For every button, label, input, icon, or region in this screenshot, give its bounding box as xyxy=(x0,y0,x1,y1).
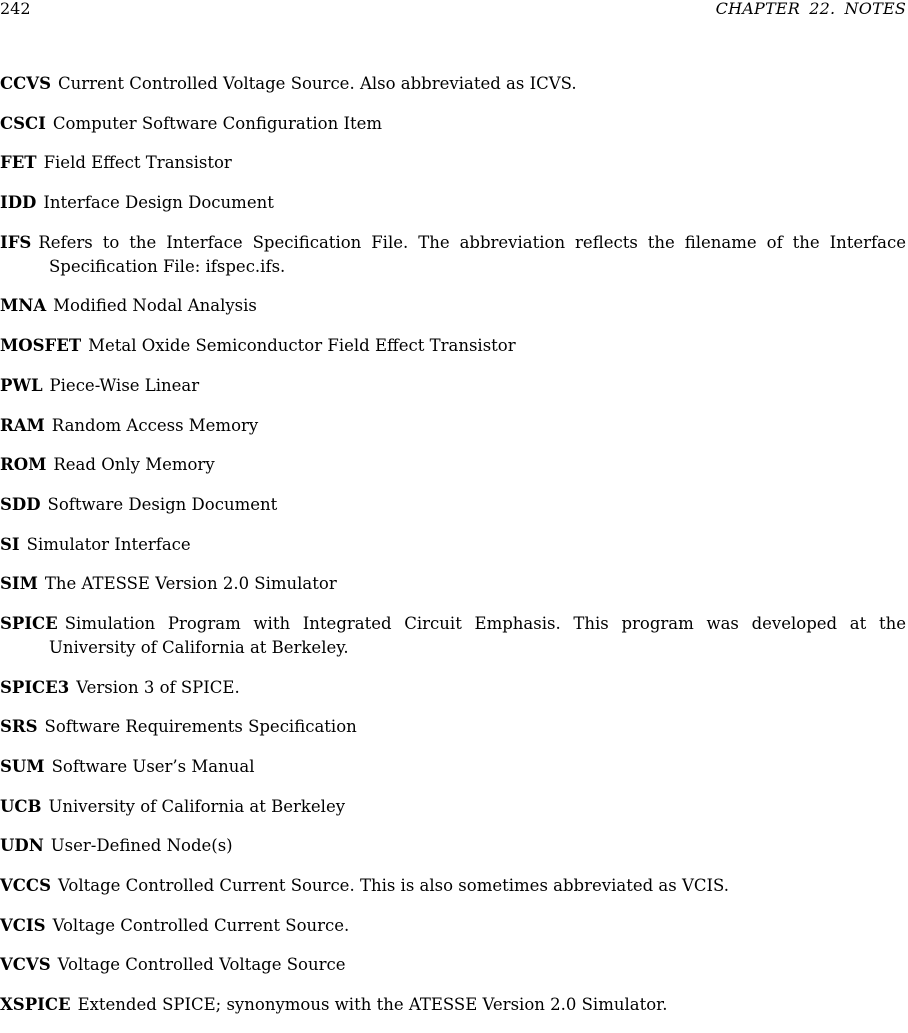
glossary-entry xyxy=(0,191,906,215)
glossary-entry xyxy=(0,953,906,977)
running-head: CHAPTER 22. NOTES xyxy=(715,0,906,18)
glossary-entry xyxy=(0,612,906,660)
glossary-definition: Simulation Program with Integrated Circuit Emphasis. This program was developed at the University of California at Berkeley. xyxy=(49,613,906,657)
glossary-entry xyxy=(0,453,906,477)
glossary-entry xyxy=(0,834,906,858)
glossary-entry xyxy=(0,914,906,938)
glossary-term: SRS xyxy=(0,717,38,737)
glossary-term: CCVS xyxy=(0,74,51,93)
glossary-term: SPICE xyxy=(0,613,58,633)
glossary-entry xyxy=(0,993,906,1017)
glossary-term: VCCS xyxy=(0,876,51,896)
glossary-term: UCB xyxy=(0,796,42,816)
glossary-definition: Software User’s Manual xyxy=(51,757,255,776)
glossary-definition: Metal Oxide Semiconductor Field Effect Transistor xyxy=(88,336,516,356)
glossary-definition: University of California at Berkeley xyxy=(48,796,346,816)
glossary-entry xyxy=(0,755,906,779)
glossary-entry xyxy=(0,334,906,358)
page-header xyxy=(0,0,906,20)
glossary-definition: Field Effect Transistor xyxy=(43,153,232,173)
glossary-term: XSPICE xyxy=(0,995,71,1015)
glossary-definition: Simulator Interface xyxy=(26,534,191,554)
glossary-term: VCIS xyxy=(0,915,46,935)
glossary-entry xyxy=(0,231,906,279)
glossary-definition: Refers to the Interface Specification File. The abbreviation reflects the filename of the Interface Specification File: ifspec.ifs. xyxy=(38,232,906,276)
glossary-term: PWL xyxy=(0,375,43,395)
glossary-entry xyxy=(0,294,906,318)
glossary-list xyxy=(0,72,906,1033)
glossary-definition: Computer Software Configuration Item xyxy=(52,113,383,133)
glossary-term: ROM xyxy=(0,455,47,475)
page-number: 242 xyxy=(0,0,31,18)
glossary-term: IFS xyxy=(0,232,32,252)
glossary-definition: The ATESSE Version 2.0 Simulator xyxy=(44,574,337,594)
glossary-term: SI xyxy=(0,534,20,554)
glossary-term: MOSFET xyxy=(0,336,82,356)
glossary-term: SPICE3 xyxy=(0,677,70,697)
glossary-definition: Voltage Controlled Current Source. This is also sometimes abbreviated as VCIS. xyxy=(57,876,729,896)
glossary-term: VCVS xyxy=(0,955,51,975)
glossary-entry xyxy=(0,533,906,557)
glossary-entry xyxy=(0,715,906,739)
glossary-entry xyxy=(0,72,906,96)
glossary-definition: Voltage Controlled Voltage Source xyxy=(57,955,346,975)
glossary-definition: Extended SPICE; synonymous with the ATESSE Version 2.0 Simulator. xyxy=(77,995,668,1015)
glossary-entry xyxy=(0,151,906,175)
glossary-entry xyxy=(0,112,906,136)
glossary-entry xyxy=(0,493,906,517)
glossary-definition: Current Controlled Voltage Source. Also abbreviated as ICVS. xyxy=(57,74,577,93)
glossary-entry xyxy=(0,874,906,898)
glossary-definition: Software Design Document xyxy=(47,494,278,514)
glossary-entry xyxy=(0,795,906,819)
glossary-definition: Interface Design Document xyxy=(43,193,274,213)
glossary-term: SIM xyxy=(0,574,38,594)
glossary-definition: Piece-Wise Linear xyxy=(49,375,200,395)
glossary-term: UDN xyxy=(0,836,44,856)
glossary-term: MNA xyxy=(0,296,47,316)
glossary-term: CSCI xyxy=(0,113,46,133)
glossary-definition: Random Access Memory xyxy=(51,415,259,435)
glossary-definition: Software Requirements Specification xyxy=(44,717,357,737)
glossary-term: SDD xyxy=(0,494,41,514)
glossary-definition: User-Defined Node(s) xyxy=(50,836,233,856)
glossary-definition: Modified Nodal Analysis xyxy=(53,296,257,316)
glossary-term: IDD xyxy=(0,193,37,213)
glossary-entry xyxy=(0,374,906,398)
glossary-definition: Version 3 of SPICE. xyxy=(76,677,240,697)
glossary-term: RAM xyxy=(0,415,45,435)
glossary-entry xyxy=(0,414,906,438)
glossary-term: SUM xyxy=(0,757,45,776)
glossary-definition: Read Only Memory xyxy=(53,455,215,475)
glossary-definition: Voltage Controlled Current Source. xyxy=(52,915,350,935)
glossary-entry xyxy=(0,572,906,596)
glossary-term: FET xyxy=(0,153,37,173)
glossary-entry xyxy=(0,676,906,700)
